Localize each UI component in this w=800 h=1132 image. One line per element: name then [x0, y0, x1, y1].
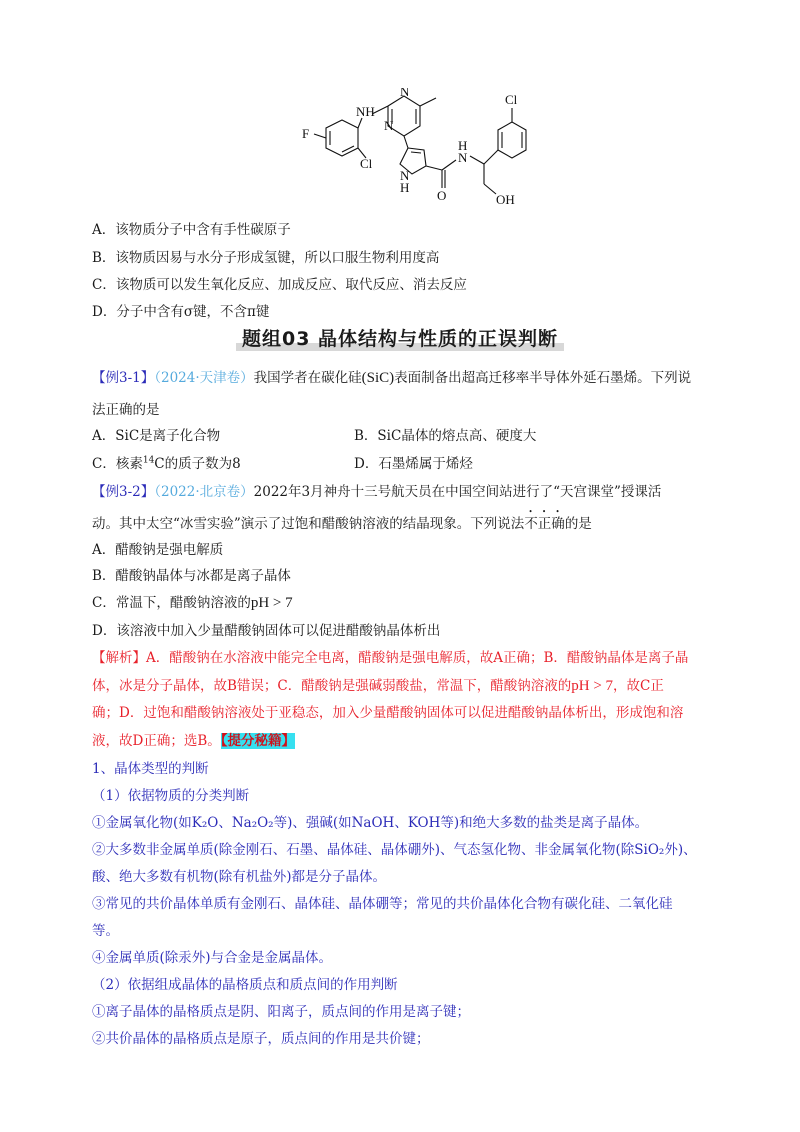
tips-badge: 【提分秘籍】 [220, 733, 295, 749]
label-h: H [458, 138, 468, 153]
example-3-1-stem-cont: 法正确的是 [92, 402, 160, 418]
molecule-structure-diagram [300, 88, 530, 218]
example-3-2-stem: 【例3-2】（2022·北京卷）2022年3月神舟十三号航天员在中国空间站进行了“天宫课堂”授课活 [92, 484, 662, 500]
label-cl2: Cl [505, 92, 518, 107]
ex2-option-a: A．醋酸钠是强电解质 [92, 542, 224, 558]
tips-item-5: ①离子晶体的晶格质点是阴、阳离子，质点间的作用是离子键； [92, 1004, 470, 1020]
tips-sub-1: （1）依据物质的分类判断 [92, 788, 250, 804]
tips-item-2a: ②大多数非金属单质(除金刚石、石墨、晶体硅、晶体硼外)、气态氢化物、非金属氧化物(除SiO₂外)、 [92, 842, 697, 858]
tips-item-1: ①金属氧化物(如K₂O、Na₂O₂等)、强碱(如NaOH、KOH等)和绝大多数的盐类是离子晶体。 [92, 815, 649, 831]
tips-item-2b: 酸、绝大多数有机物(除有机盐外)都是分子晶体。 [92, 869, 387, 885]
label-n-pyrrole: N [400, 168, 410, 183]
section-heading: 题组03 晶体结构与性质的正误判断 [0, 324, 800, 351]
label-nh: NH [356, 104, 375, 119]
tips-item-3a: ③常见的共价晶体单质有金刚石、晶体硅、晶体硼等；常见的共价晶体化合物有碳化硅、二氧化硅 [92, 896, 673, 912]
analysis-line-3: 确；D．过饱和醋酸钠溶液处于亚稳态，加入少量醋酸钠固体可以促进醋酸钠晶体析出，形成饱和溶 [92, 705, 684, 721]
example-3-1-stem: 【例3-1】（2024·天津卷）我国学者在碳化硅(SiC)表面制备出超高迁移率半导体外延石墨烯。下列说 [92, 370, 692, 386]
example-3-2-stem-cont: 动。其中太空“冰雪实验”演示了过饱和醋酸钠溶液的结晶现象。下列说法不正确的是 [92, 516, 592, 532]
ex2-option-c: C．常温下，醋酸钠溶液的pH > 7 [92, 595, 293, 611]
ex1-option-b: B．SiC晶体的熔点高、硬度大 [354, 428, 537, 444]
label-f: F [302, 126, 310, 141]
prev-option-a: A．该物质分子中含有手性碳原子 [92, 222, 291, 238]
label-o: O [437, 188, 447, 203]
analysis-line-1: 【解析】A．醋酸钠在水溶液中能完全电离，醋酸钠是强电解质，故A正确；B．醋酸钠晶体是离子晶 [92, 650, 689, 666]
tips-item-4: ④金属单质(除汞外)与合金是金属晶体。 [92, 950, 333, 966]
label-n-mid: N [384, 118, 394, 133]
ex2-option-d: D．该溶液中加入少量醋酸钠固体可以促进醋酸钠晶体析出 [92, 623, 441, 639]
ex1-option-c: C．核素$^{14}$C的质子数为8 [92, 455, 241, 472]
label-n-top: N [400, 88, 410, 99]
analysis-line-2: 体，冰是分子晶体，故B错误；C．醋酸钠是强碱弱酸盐，常温下，醋酸钠溶液的pH > 7，故C正 [92, 678, 664, 694]
label-oh: OH [496, 192, 515, 207]
prev-option-d: D．分子中含有σ键，不含π键 [92, 304, 270, 320]
prev-option-b: B．该物质因易与水分子形成氢键，所以口服生物利用度高 [92, 250, 440, 266]
label-cl1: Cl [360, 156, 373, 171]
tips-item-3b: 等。 [92, 923, 119, 939]
ex1-option-d: D．石墨烯属于烯烃 [354, 456, 473, 472]
analysis-line-4: 液，故D正确；选B。【提分秘籍】 [92, 733, 295, 749]
tips-item-6: ②共价晶体的晶格质点是原子，质点间的作用是共价键； [92, 1031, 430, 1047]
ex1-option-a: A．SiC是离子化合物 [92, 428, 221, 444]
ex2-option-b: B．醋酸钠晶体与冰都是离子晶体 [92, 568, 291, 584]
tips-sub-2: （2）依据组成晶体的晶格质点和质点间的作用判断 [92, 977, 398, 993]
prev-option-c: C．该物质可以发生氧化反应、加成反应、取代反应、消去反应 [92, 277, 467, 293]
label-h-pyrrole: H [400, 180, 410, 195]
label-n-amide: N [458, 150, 468, 165]
tips-title: 1、晶体类型的判断 [92, 761, 209, 777]
